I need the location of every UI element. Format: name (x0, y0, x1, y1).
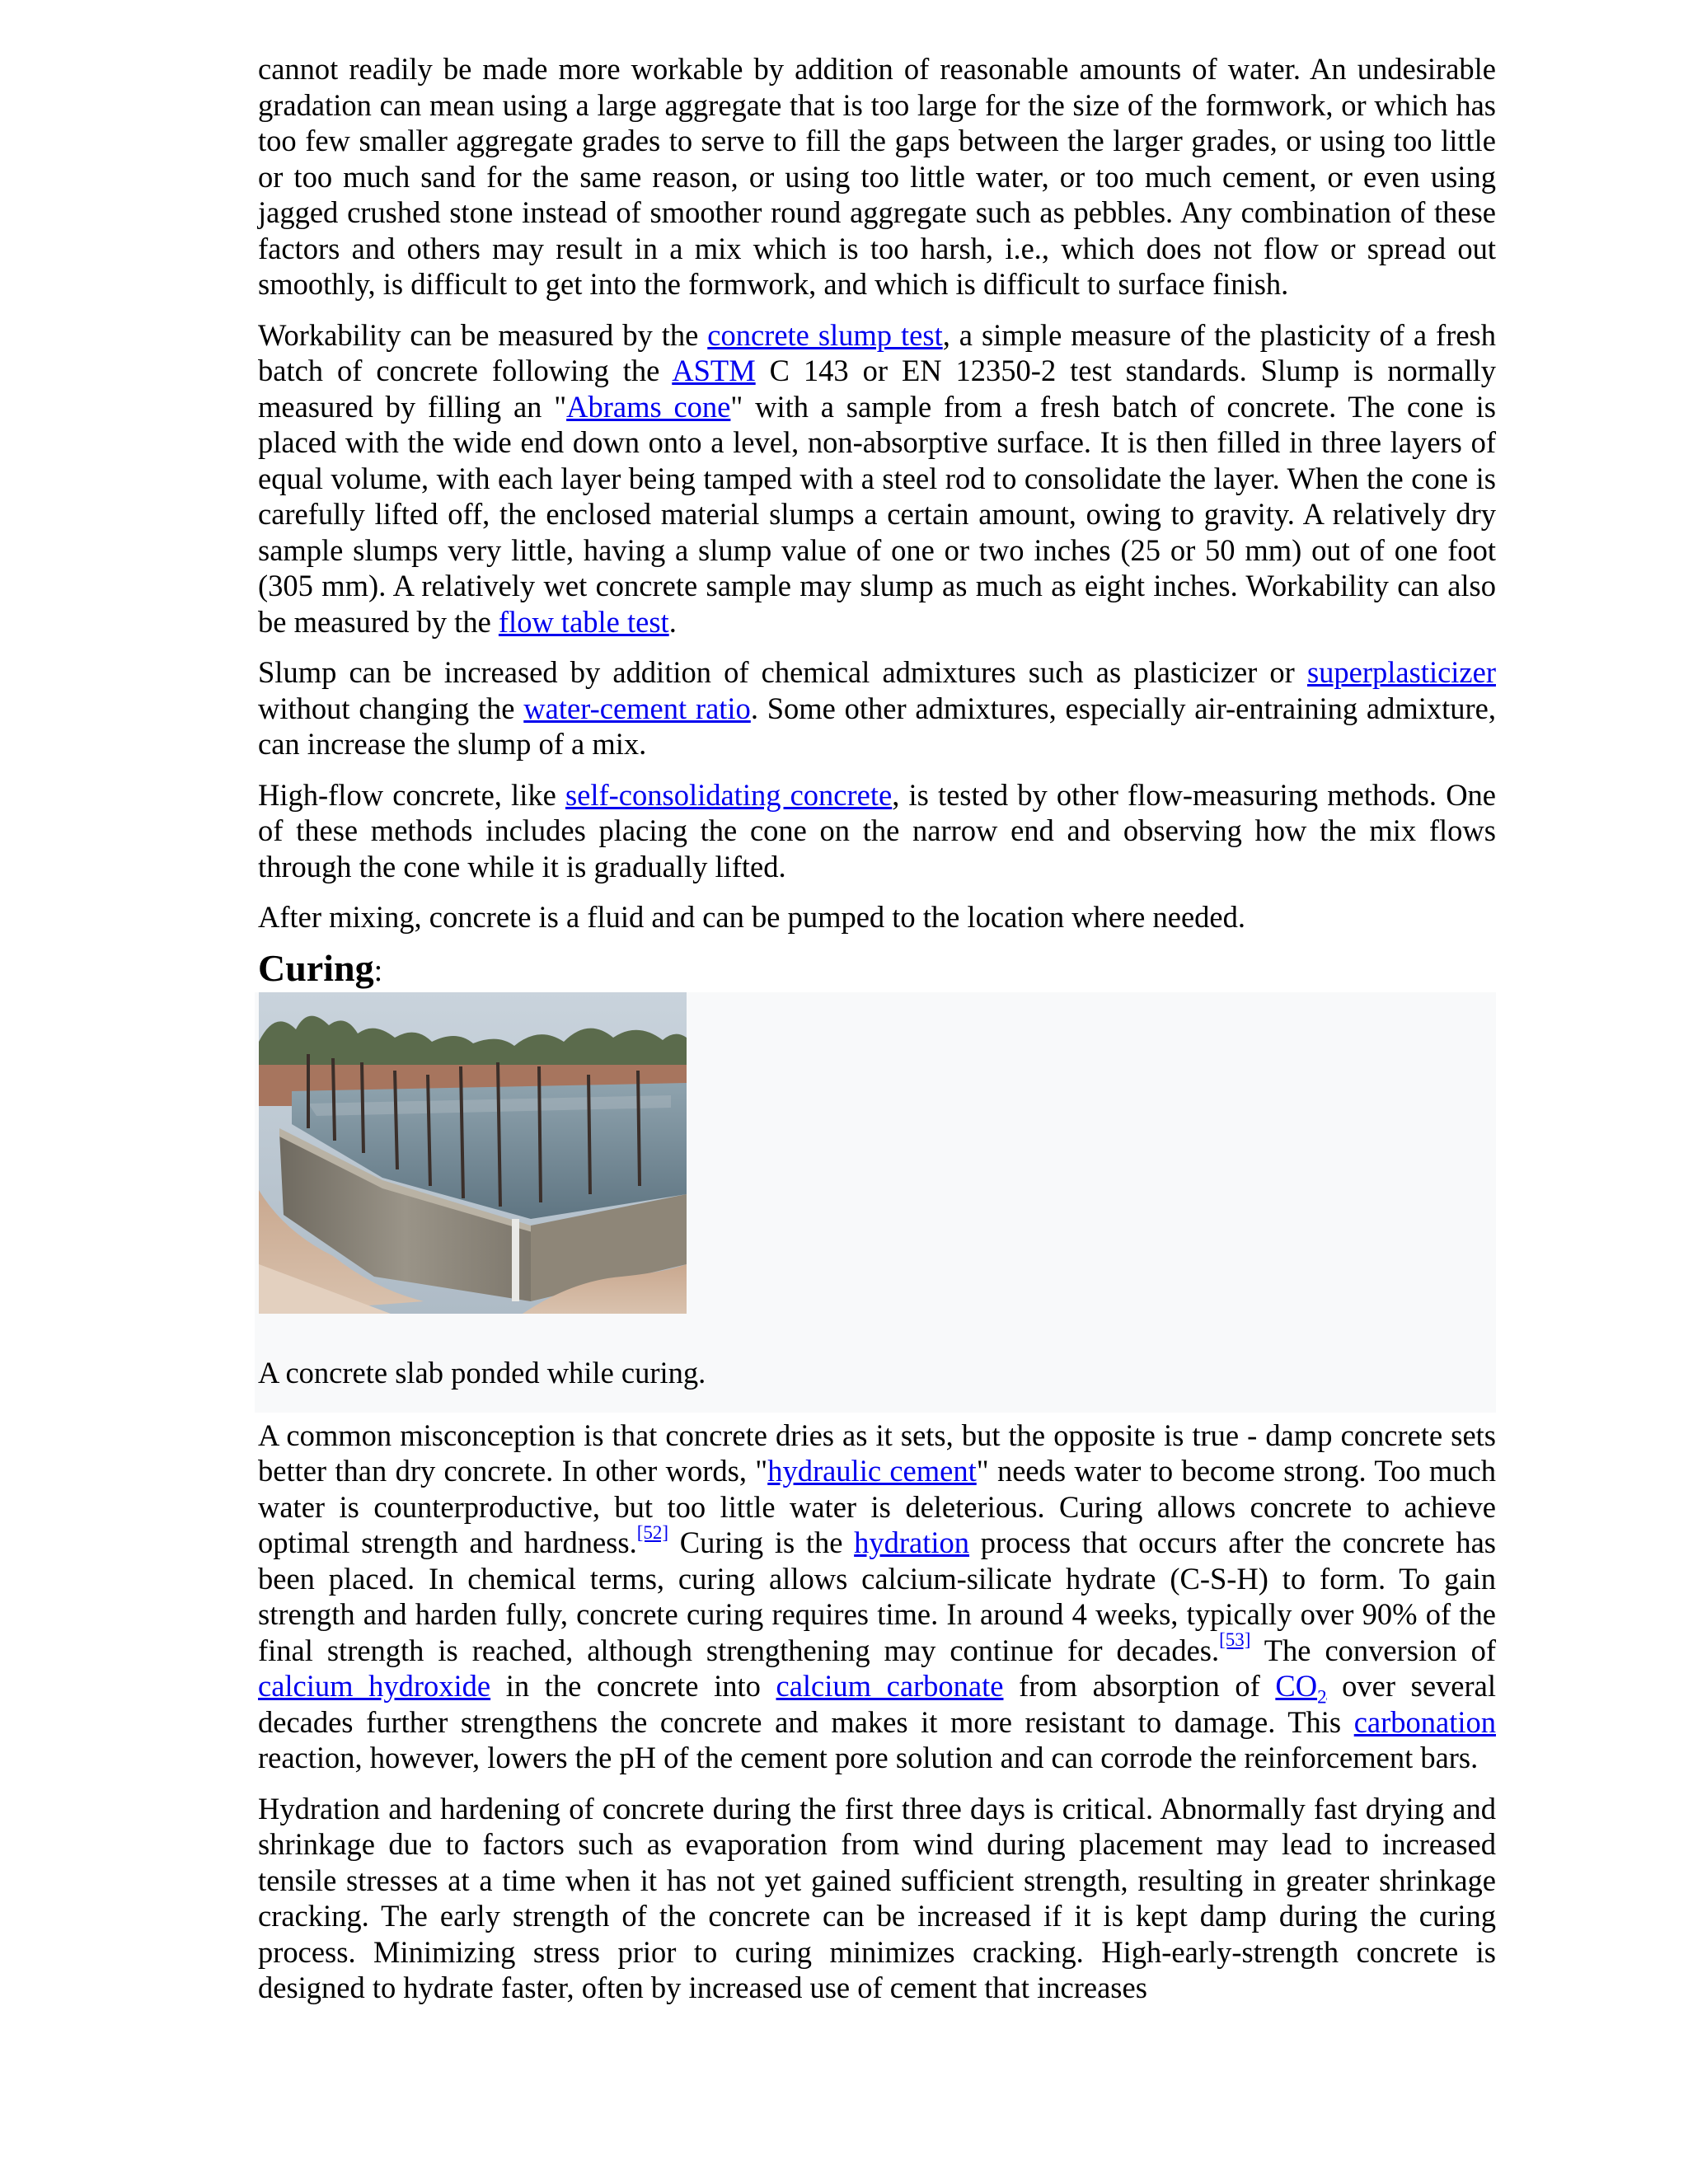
link-abrams-cone[interactable]: Abrams cone (566, 389, 731, 424)
text-run: reaction, however, lowers the pH of the cement pore solution and can corrode the reinforcement bars. (258, 1741, 1479, 1774)
citation-52[interactable]: [52] (636, 1521, 669, 1543)
heading-title: Curing (258, 946, 374, 989)
text-run: " with a sample from a fresh batch of concrete. The cone is placed with the wide end down onto a level, non-absorptive surface. It is then filled in three layers of equal volume, with each layer being tamped with a steel rod to consolidate the layer. When the cone is carefully lifted off, the enclosed material slumps a certain amount, owing to gravity. A relatively dry sample slumps very little, having a slump value of one or two inches (25 or 50 mm) out of one foot (305 mm). A relatively wet concrete sample may slump as much as eight inches. Workability can also be measured by the (258, 389, 1496, 639)
link-hydraulic-cement[interactable]: hydraulic cement (767, 1454, 977, 1488)
text-run: without changing the (258, 691, 524, 725)
text-run: Curing is the (668, 1526, 855, 1559)
text-run: process that occurs after the concrete has been placed. In chemical terms, curing allows calcium-silicate hydrate (C-S-H) to form. To gain strength and harden fully, concrete curing requires time. In around 4 weeks, typically over 90% of the final strength is reached, although strengthening may continue for decades. (258, 1526, 1497, 1667)
figure-curing (255, 992, 1496, 1413)
paragraph-slump-test (258, 317, 1496, 640)
link-calcium-hydroxide[interactable]: calcium hydroxide (258, 1669, 491, 1703)
text-run: , a simple measure of the plasticity of a fresh batch of concrete following the (258, 317, 1496, 387)
link-self-consolidating-concrete[interactable]: self-consolidating concrete (565, 777, 893, 812)
paragraph-harsh-mix: cannot readily be made more workable by addition of reasonable amounts of water. An undesirable gradation can mean using a large aggregate that is too large for the size of the formwork, or which has too few smaller aggregate grades to serve to fill the gaps between the larger grades, or using too little or too much sand for the same reason, or using too little water, or too much cement, or even using jagged crushed stone instead of smoother round aggregate such as pebbles. Any combination of these factors and others may result in a mix which is too harsh, i.e., which does not flow or spread out smoothly, is difficult to get into the formwork, and which is difficult to surface finish. (258, 52, 1496, 301)
text-run: C 143 or EN 12350-2 test standards. Slump is normally measured by filling an " (258, 354, 1497, 424)
text-run: in the concrete into (490, 1669, 776, 1703)
photo-illustration (259, 992, 687, 1314)
paragraph-high-flow (258, 777, 1496, 885)
heading-colon: : (373, 953, 383, 988)
text-run: . (668, 604, 677, 639)
text-run: Slump can be increased by addition of chemical admixtures such as plasticizer or (258, 655, 1307, 689)
link-astm[interactable]: ASTM (672, 354, 756, 387)
text-run: from absorption of (1003, 1669, 1276, 1703)
link-flow-table-test[interactable]: flow table test (498, 604, 669, 639)
link-co2[interactable] (1275, 1669, 1327, 1708)
figure-caption: A concrete slab ponded while curing. (258, 1355, 706, 1390)
text-run: " needs water to become strong. Too much water is counterproductive, but too little water is deleterious. Curing allows concrete to achieve optimal strength and hardness. (258, 1454, 1496, 1559)
text-run: The conversion of (1250, 1633, 1496, 1667)
concrete-slab-photo[interactable] (259, 992, 687, 1314)
link-hydration[interactable]: hydration (854, 1526, 970, 1559)
text-run: over several decades further strengthens the concrete and makes it more resistant to damage. This (258, 1669, 1496, 1739)
paragraph-hydration-hardening: Hydration and hardening of concrete during the first three days is critical. Abnormally fast drying and shrinkage due to factors such as evaporation from wind during placement may lead to increased tensile stresses at a time when it has not yet gained sufficient strength, resulting in greater shrinkage cracking. The early strength of the concrete can be increased if it is kept damp during the curing process. Minimizing stress prior to curing minimizes cracking. High-early-strength concrete is designed to hydrate faster, often by increased use of cement that increases (258, 1791, 1496, 2004)
link-concrete-slump-test[interactable]: concrete slump test (707, 317, 943, 352)
citation-53[interactable]: [53] (1219, 1629, 1251, 1651)
text-run: A common misconception is that concrete dries as it sets, but the opposite is true - damp concrete sets better than dry concrete. In other words, " (258, 1418, 1496, 1488)
co2-text: CO (1275, 1669, 1318, 1703)
link-carbonation[interactable]: carbonation (1353, 1704, 1496, 1739)
paragraph-after-mixing: After mixing, concrete is a fluid and can be pumped to the location where needed. (258, 900, 1245, 934)
text-run: Workability can be measured by the (258, 317, 708, 352)
link-calcium-carbonate[interactable]: calcium carbonate (776, 1669, 1004, 1703)
text-run: . Some other admixtures, especially air-entraining admixture, can increase the slump of a mix. (258, 691, 1497, 761)
text-run: High-flow concrete, like (258, 777, 565, 812)
paragraph-admixtures (258, 654, 1496, 762)
link-water-cement-ratio[interactable]: water-cement ratio (523, 691, 751, 725)
link-superplasticizer[interactable]: superplasticizer (1306, 655, 1496, 689)
text-run: , is tested by other flow-measuring methods. One of these methods includes placing the cone on the narrow end and observing how the mix flows through the cone while it is gradually lifted. (258, 777, 1497, 883)
section-heading-curing (258, 947, 1496, 992)
co2-subscript: 2 (1317, 1686, 1327, 1708)
article-body (258, 51, 1496, 2006)
paragraph-curing-intro (258, 1418, 1496, 1776)
